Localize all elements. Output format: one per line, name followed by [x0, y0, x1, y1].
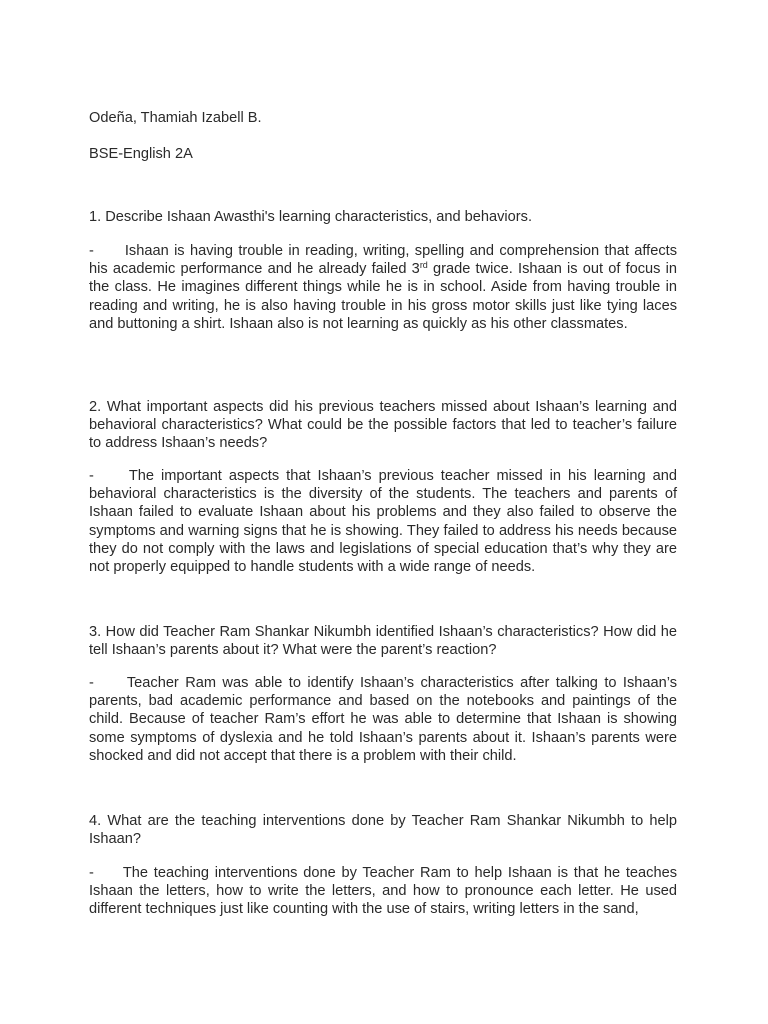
answer-3-text: Teacher Ram was able to identify Ishaan’s characteristics after talking to Ishaan’s parents, bad academic performance and based on the notebooks and paintings of the child. Because of teacher Ram’s effort he was able to determine that Ishaan is showing some symptoms of dyslexia and he told Ishaan’s parents about it. Ishaan’s parents were shocked and did not accept that there is a problem with their child. [89, 675, 677, 764]
answer-4 [89, 864, 677, 919]
answer-3-dash: - [89, 675, 94, 691]
question-3: 3. How did Teacher Ram Shankar Nikumbh identified Ishaan’s characteristics? How did he tell Ishaan’s parents about it? What were the parent’s reaction? [89, 624, 677, 659]
answer-3 [89, 674, 677, 765]
answer-1-text-a: Ishaan is having trouble in reading, writing, spelling and comprehension that affects his academic performance and he already failed 3 [89, 243, 677, 278]
answer-1-superscript: rd [419, 260, 428, 271]
answer-1-dash: - [89, 243, 94, 259]
question-4: 4. What are the teaching interventions done by Teacher Ram Shankar Nikumbh to help Ishaan? [89, 813, 677, 848]
student-name: Odeña, Thamiah Izabell B. [89, 110, 262, 126]
answer-2 [89, 467, 677, 576]
answer-1-text-b: grade twice. Ishaan is out of focus in the class. He imagines different things while he is in school. Aside from having trouble in reading and writing, he is also having trouble in his gross motor skills just like tying laces and buttoning a shirt. Ishaan also is not learning as quickly as his other classmates. [89, 261, 678, 332]
answer-4-dash: - [89, 865, 94, 881]
answer-1 [89, 242, 677, 333]
answer-2-dash: - [89, 468, 94, 484]
answer-2-text: The important aspects that Ishaan’s previous teacher missed in his learning and behavioral characteristics is the diversity of the students. The teachers and parents of Ishaan failed to evaluate Ishaan about his problems and they also failed to observe the symptoms and warning signs that he is showing. They failed to address his needs because they do not comply with the laws and legislations of special education that’s why they are not properly equipped to handle students with a wide range of needs. [89, 468, 677, 576]
question-2: 2. What important aspects did his previous teachers missed about Ishaan’s learning and behavioral characteristics? What could be the possible factors that led to teacher’s failure to address Ishaan’s needs? [89, 399, 677, 452]
course-section: BSE-English 2A [89, 146, 193, 162]
question-1: 1. Describe Ishaan Awasthi's learning characteristics, and behaviors. [89, 209, 532, 225]
answer-4-text: The teaching interventions done by Teacher Ram to help Ishaan is that he teaches Ishaan the letters, how to write the letters, and how to pronounce each letter. He used different techniques just like counting with the use of stairs, writing letters in the sand, [89, 865, 677, 918]
